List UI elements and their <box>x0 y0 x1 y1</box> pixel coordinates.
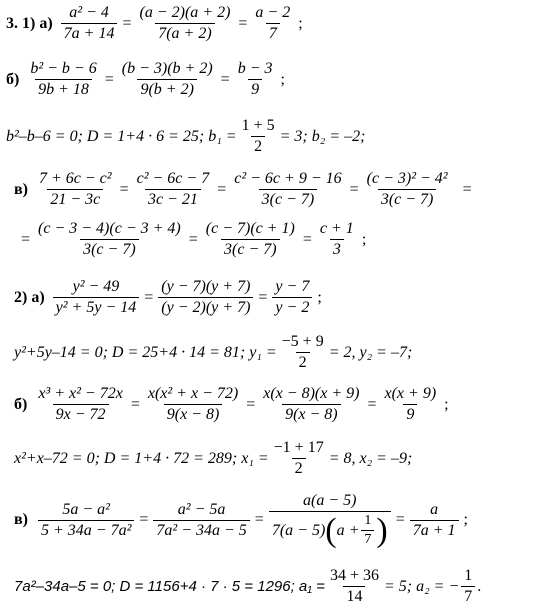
punctuation: ; <box>463 511 468 528</box>
fraction <box>327 567 382 606</box>
numerator: c² − 6c + 9 − 16 <box>234 170 342 187</box>
numerator: x(x − 8)(x + 9) <box>263 385 360 402</box>
denominator: 2 <box>251 136 265 156</box>
denominator: 9b + 18 <box>35 79 92 99</box>
denominator: 7a + 14 <box>61 23 118 43</box>
problem-label: 3. 1) а) <box>6 14 53 32</box>
numerator: (c − 7)(c + 1) <box>205 220 295 237</box>
problem-2v: в) $\frac{\text{5a − a²}}{\text{5 + 34a − 7a²}}$ = $\frac{\text{a² − 5a}}{\text{7a² − 34a − 5}}$ = a(a − 5) 7(a − 5) ( a + $\frac{1}{7}$ ) = $\frac{a}{7a + 1}$ ; <box>14 492 468 549</box>
fraction <box>27 60 99 99</box>
problem-label: б) <box>14 395 28 413</box>
punctuation: = <box>21 230 31 248</box>
numerator: a <box>430 500 439 518</box>
problem-label: в) <box>14 180 28 198</box>
punctuation: ; <box>317 288 322 306</box>
denominator: 9(x − 8) <box>164 404 223 424</box>
discriminant-b <box>6 117 365 156</box>
numerator: 1 + 5 <box>241 117 275 134</box>
denominator: 3(c − 7) <box>221 239 280 259</box>
fraction <box>317 220 357 259</box>
fraction <box>271 439 327 478</box>
denominator: 7(a − 5) ( a + $\frac{1}{7}$ ) <box>269 511 391 548</box>
denominator: 9x − 72 <box>53 404 109 424</box>
denominator: y² + 5y − 14 <box>53 297 140 317</box>
fraction <box>364 170 451 209</box>
fraction <box>158 278 253 317</box>
fraction <box>239 117 278 156</box>
fraction <box>269 492 391 548</box>
numerator: c² − 6c − 7 <box>136 170 210 187</box>
fraction <box>153 501 249 540</box>
fraction <box>134 170 213 209</box>
fraction <box>53 278 140 317</box>
numerator: (a − 2)(a + 2) <box>139 4 231 21</box>
numerator: 34 + 36 <box>329 567 379 584</box>
numerator: (b − 3)(b + 2) <box>121 60 213 77</box>
numerator: 1 <box>464 567 473 584</box>
punctuation: ; <box>361 230 367 248</box>
problem-3-1v: в) $\frac{\text{7 + 6c − c²}}{21 - 3c}$ = $\frac{\text{c² − 6c − 7}}{3c - 21}$ = $\frac{\text{c² − 6c + 9 − 16}}{3(c - 7)}$ = $\frac{\text{(c − 3)² − 4²}}{3(c - 7)}$ = <box>14 170 472 208</box>
numerator: −1 + 17 <box>273 439 324 456</box>
punctuation: = <box>462 180 472 198</box>
fraction <box>252 4 293 43</box>
denominator: 3(c − 7) <box>80 239 139 259</box>
fraction <box>36 170 115 209</box>
problem-3-1v-continued: = $\frac{(c - 3 - 4)(c - 3 + 4)}{3(c - 7)}$ = $\frac{(c - 7)(c + 1)}{3(c - 7)}$ = $\frac{c + 1}{3}$ ; <box>21 220 367 258</box>
fraction <box>38 501 134 540</box>
denominator: 5 + 34a − 7a² <box>38 520 134 540</box>
discriminant-y <box>14 333 412 372</box>
equation-text: b²–b–6 = 0; D = 1+4 · 6 = 25; b₁ = <box>6 127 237 145</box>
denominator: 7(a + 2) <box>155 23 214 43</box>
punctuation: ; <box>280 70 285 88</box>
equation-text: = 3; b₂ = –2; <box>279 127 366 145</box>
numerator: a² − 4 <box>69 4 109 21</box>
denominator: 9(x − 8) <box>282 404 341 424</box>
denominator: 7a² − 34a − 5 <box>153 520 249 540</box>
problem-label: 2) а) <box>14 288 45 306</box>
discriminant-x <box>14 439 412 478</box>
denominator: 3(c − 7) <box>259 189 318 209</box>
numerator: b² − b − 6 <box>30 60 97 77</box>
fraction <box>382 385 440 424</box>
fraction <box>119 60 216 99</box>
fraction <box>272 278 312 317</box>
problem-label: в) <box>14 511 28 528</box>
denominator: 9 <box>403 404 417 424</box>
numerator: x³ + x² − 72x <box>38 385 123 402</box>
punctuation: ; <box>298 14 303 32</box>
inner-fraction: $\frac{1}{7}$ <box>361 513 374 548</box>
denominator: 7a + 1 <box>410 520 459 540</box>
denominator: 3 <box>330 239 344 259</box>
discriminant-a <box>14 567 481 606</box>
equation-text: = 2, y₂ = –7; <box>328 343 413 361</box>
equation-text: = 8, x₂ = –9; <box>328 449 413 467</box>
numerator: x(x² + x − 72) <box>147 385 239 402</box>
fraction <box>61 4 118 43</box>
fraction <box>410 501 459 540</box>
numerator: a(a − 5) <box>303 492 357 509</box>
denominator: 9 <box>248 79 262 99</box>
fraction <box>231 170 344 209</box>
fraction <box>279 333 327 372</box>
equation-text: 7a²–34a–5 = 0; D = 1156+4 · 7 · 5 = 1296; a₁ = <box>14 578 325 595</box>
punctuation: ; <box>444 395 449 413</box>
numerator: (c − 3 − 4)(c − 3 + 4) <box>38 220 181 237</box>
numerator: (y − 7)(y + 7) <box>161 278 251 295</box>
punctuation: . <box>477 577 482 595</box>
fraction <box>260 385 362 424</box>
fraction <box>35 220 184 259</box>
problem-2a: 2) а) $\frac{\text{y² − 49}}{\text{y² + 5y − 14}}$ = $\frac{(y - 7)(y + 7)}{(y - 2)(y + 7)}$ = $\frac{y - 7}{y - 2}$ ; <box>14 278 322 316</box>
fraction <box>35 385 126 424</box>
problem-3-1b: б) $\frac{\text{b² − b − 6}}{9b + 18}$ = $\frac{(b - 3)(b + 2)}{9(b + 2)}$ = $\frac{b - 3}{9}$ ; <box>6 60 285 98</box>
numerator: c + 1 <box>319 220 354 237</box>
numerator: y² − 49 <box>72 278 120 295</box>
denominator: 2 <box>296 352 310 372</box>
denominator: 3c − 21 <box>145 189 201 209</box>
equation-text: x²+x–72 = 0; D = 1+4 · 72 = 289; x₁ = <box>14 449 269 467</box>
numerator: a² − 5a <box>177 500 226 518</box>
numerator: b − 3 <box>237 60 273 77</box>
equation-text: = 5; a₂ = − <box>383 577 460 595</box>
denominator: (y − 2)(y + 7) <box>158 297 253 317</box>
problem-label: б) <box>6 70 20 88</box>
denominator: y − 2 <box>272 297 312 317</box>
denominator: 3(c − 7) <box>378 189 437 209</box>
numerator: −5 + 9 <box>281 333 324 350</box>
problem-3-1a: 3. 1) а) $\frac{\text{a² − 4}}{7a + 14}$ = $\frac{(a - 2)(a + 2)}{7(a + 2)}$ = $\frac{a - 2}{7}$ ; <box>6 4 303 42</box>
fraction <box>235 60 276 99</box>
denominator: 7 <box>461 586 475 606</box>
equation-text: y²+5y–14 = 0; D = 25+4 · 14 = 81; y₁ = <box>14 343 277 361</box>
numerator: 7 + 6c − c² <box>38 170 112 187</box>
denominator: 9(b + 2) <box>137 79 196 99</box>
denominator: 2 <box>292 458 306 478</box>
numerator: y − 7 <box>275 278 310 295</box>
denominator: 21 − 3c <box>47 189 103 209</box>
denominator: 7 <box>266 23 280 43</box>
fraction <box>461 567 475 606</box>
numerator: 5a − a² <box>62 500 110 518</box>
numerator: (c − 3)² − 4² <box>366 170 448 187</box>
fraction <box>203 220 298 259</box>
numerator: x(x + 9) <box>384 385 437 402</box>
denominator: 14 <box>343 586 365 606</box>
problem-2b: б) $\frac{\text{x³ + x² − 72x}}{9x - 72}$ = $\frac{\text{x(x² + x − 72)}}{9(x - 8)}$ = $\frac{x(x - 8)(x + 9)}{9(x - 8)}$ = $\frac{x(x + 9)}{9}$ ; <box>14 385 449 423</box>
numerator: a − 2 <box>255 4 291 21</box>
fraction <box>136 4 233 43</box>
fraction <box>145 385 241 424</box>
